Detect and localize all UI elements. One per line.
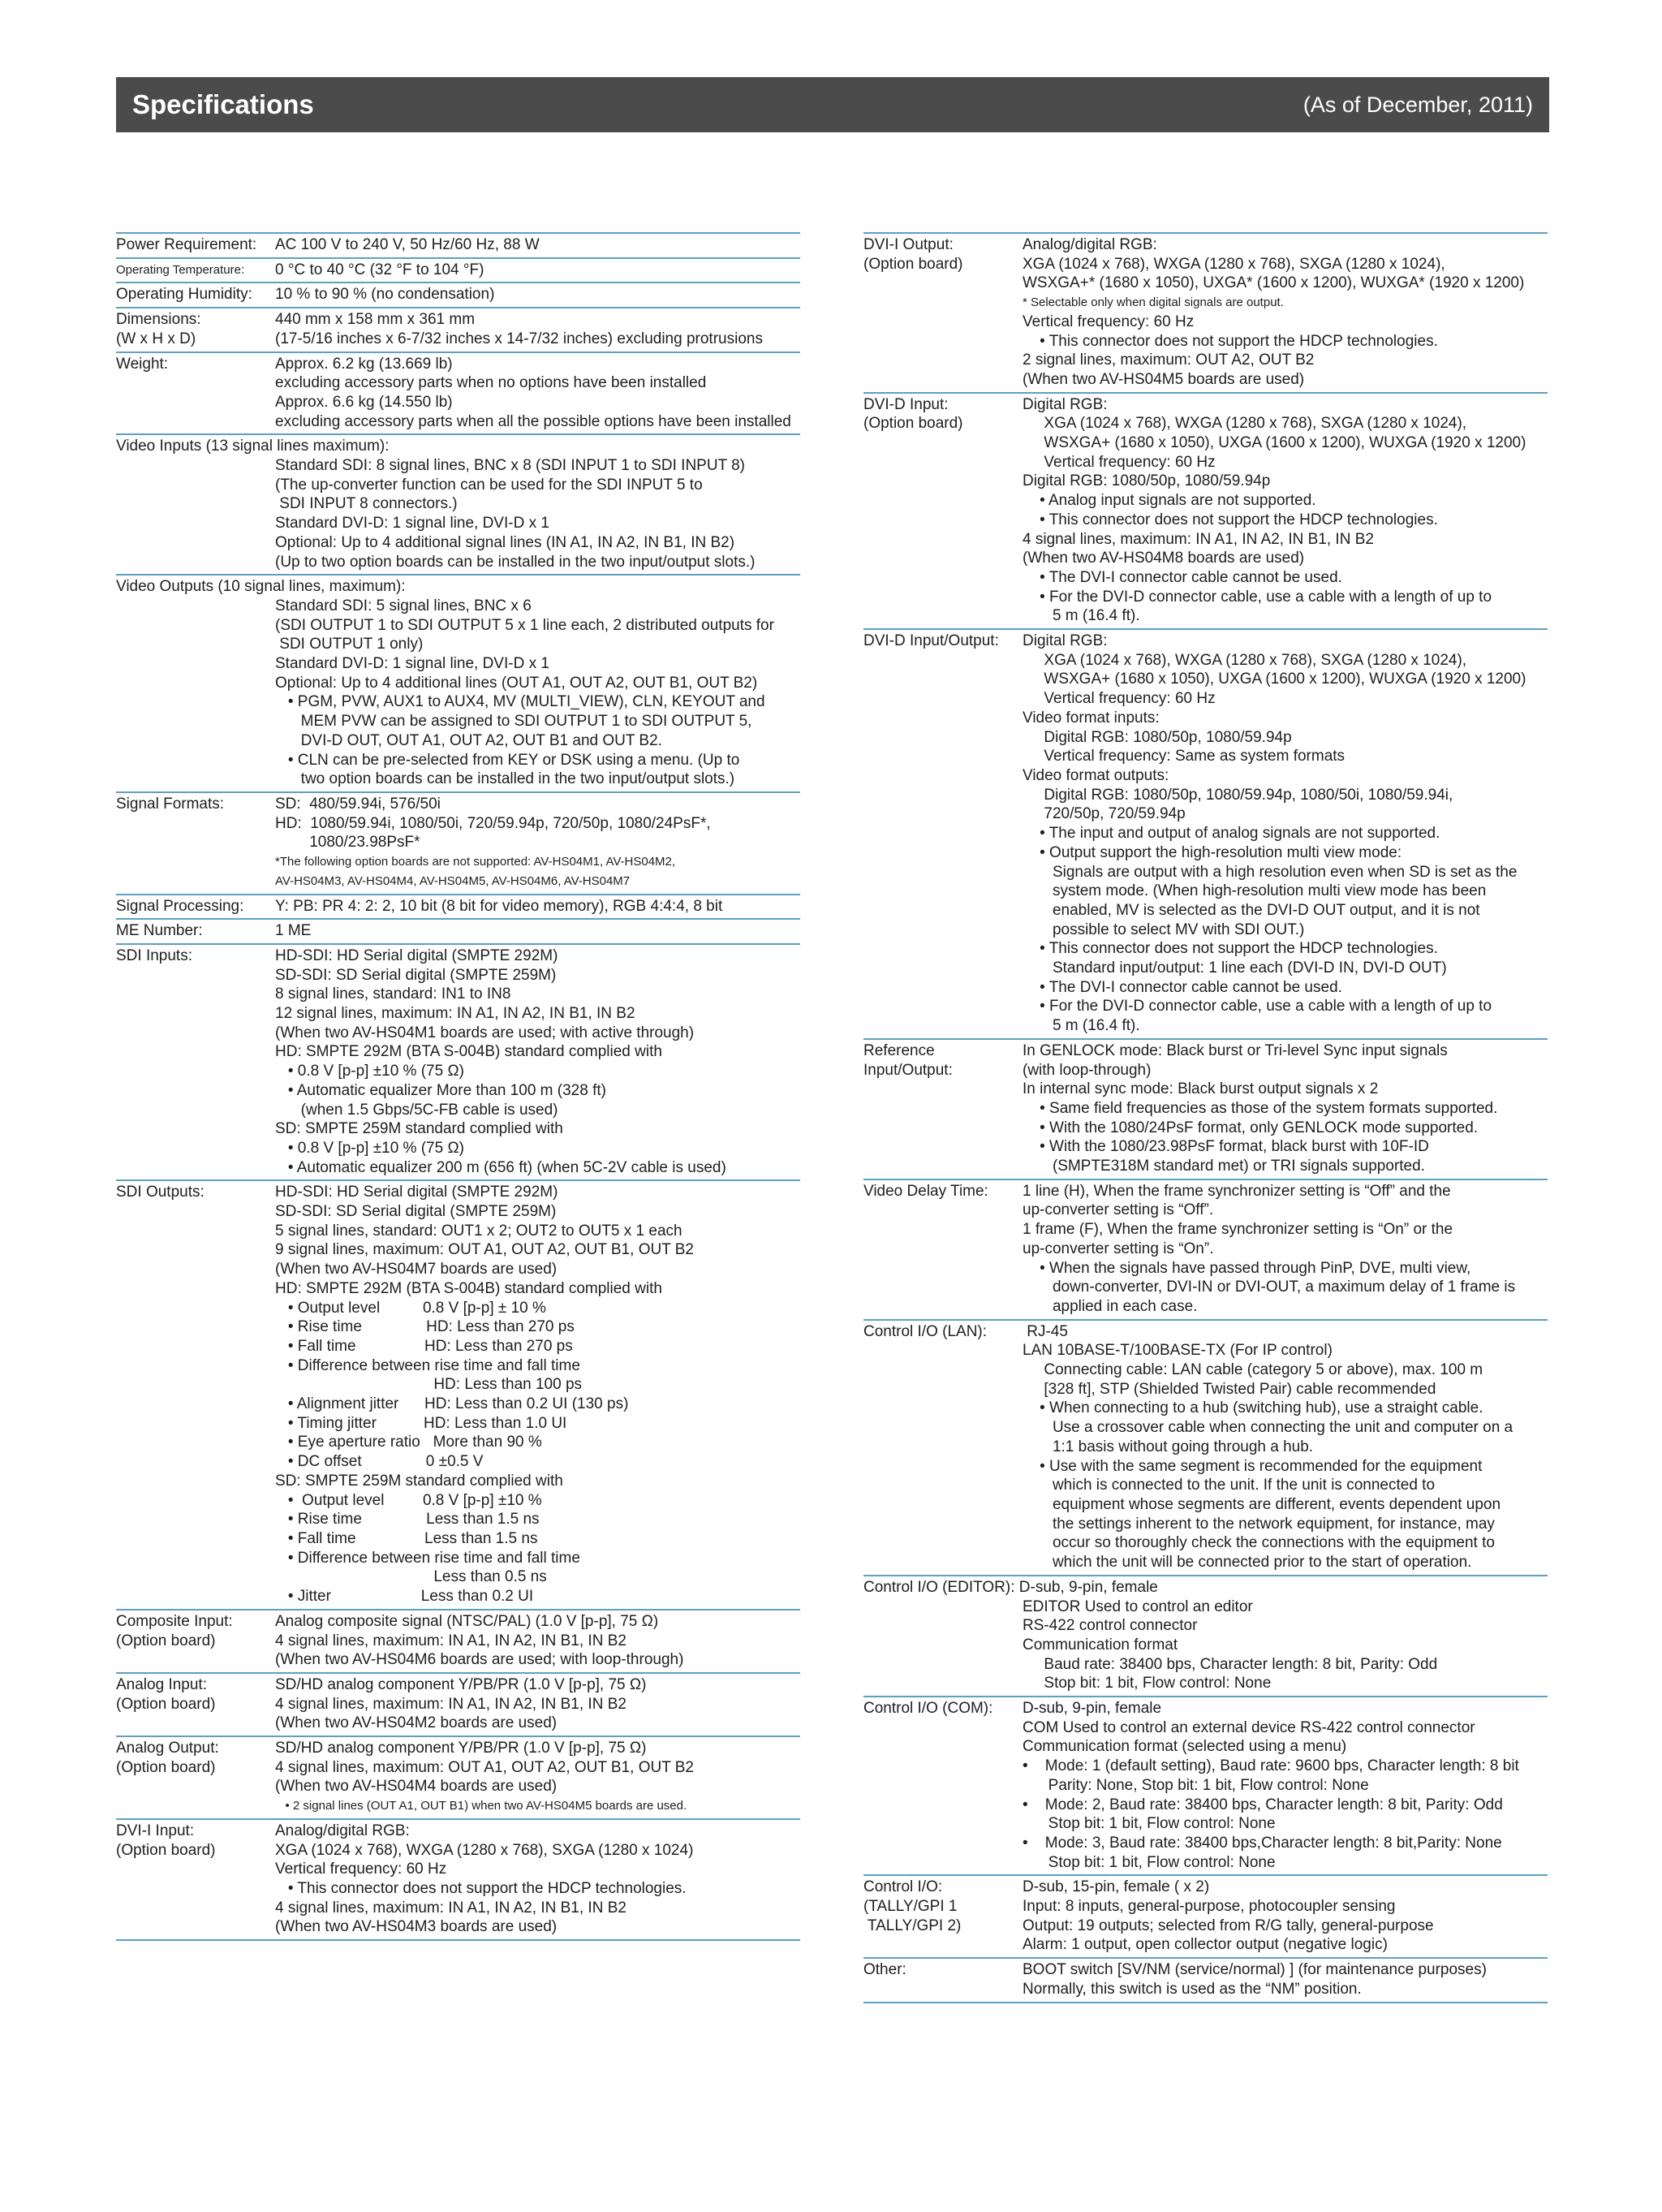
- spec-line: COM Used to control an external device RS-422 control connector: [1023, 1718, 1475, 1736]
- spec-value: [275, 1183, 800, 1606]
- spec-line: AC 100 V to 240 V, 50 Hz/60 Hz, 88 W: [275, 236, 540, 253]
- spec-line: 4 signal lines, maximum: IN A1, IN A2, IN B1, IN B2: [275, 1632, 626, 1649]
- spec-line: Vertical frequency: 60 Hz: [1023, 453, 1216, 471]
- spec-line: DVI-D OUT, OUT A1, OUT A2, OUT B1 and OUT B2.: [275, 731, 662, 749]
- spec-line: • Rise time HD: Less than 270 ps: [275, 1318, 575, 1336]
- spec-value: [1023, 235, 1548, 390]
- spec-row-video-outputs-10-signal-lines-maximum: [116, 574, 800, 791]
- spec-line: • Mode: 2, Baud rate: 38400 bps, Character length: 8 bit, Parity: Odd: [1023, 1796, 1503, 1813]
- spec-value: [1023, 1041, 1548, 1176]
- spec-row-control-i-o-com: [863, 1696, 1548, 1874]
- spec-line: excluding accessory parts when no options have been installed: [275, 374, 707, 392]
- spec-line: • Rise time Less than 1.5 ns: [275, 1511, 540, 1529]
- spec-line: SD-SDI: SD Serial digital (SMPTE 259M): [275, 1203, 557, 1221]
- spec-label: DVI-I Input: (Option board): [116, 1822, 216, 1859]
- spec-line: • The DVI-I connector cable cannot be used.: [1023, 568, 1342, 586]
- spec-line: Stop bit: 1 bit, Flow control: None: [1023, 1675, 1272, 1692]
- spec-line: • Jitter Less than 0.2 UI: [275, 1588, 534, 1606]
- spec-value: [275, 1612, 800, 1670]
- spec-line: Optional: Up to 4 additional signal lines (IN A1, IN A2, IN B1, IN B2): [275, 533, 735, 551]
- spec-label: ME Number:: [116, 922, 203, 940]
- spec-line: 4 signal lines, maximum: OUT A1, OUT A2, OUT B1, OUT B2: [275, 1758, 694, 1776]
- spec-line: up-converter setting is “On”.: [1023, 1240, 1214, 1257]
- spec-line: 4 signal lines, maximum: IN A1, IN A2, IN B1, IN B2: [275, 1695, 626, 1713]
- spec-line: SDI OUTPUT 1 only): [275, 636, 424, 653]
- spec-row-analog-output-option-board: [116, 1736, 800, 1818]
- spec-line: • Mode: 1 (default setting), Baud rate: 9600 bps, Character length: 8 bit: [1023, 1757, 1519, 1775]
- spec-value: [116, 597, 800, 789]
- spec-line: MEM PVW can be assigned to SDI OUTPUT 1 to SDI OUTPUT 5,: [275, 713, 752, 731]
- spec-line: *The following option boards are not supported: AV-HS04M1, AV-HS04M2,: [275, 855, 676, 869]
- spec-line: (SDI OUTPUT 1 to SDI OUTPUT 5 x 1 line each, 2 distributed outputs for: [275, 616, 774, 634]
- spec-line: SD-SDI: SD Serial digital (SMPTE 259M): [275, 966, 557, 984]
- spec-line: Digital RGB: 1080/50p, 1080/59.94p: [1023, 472, 1271, 490]
- spec-line: HD-SDI: HD Serial digital (SMPTE 292M): [275, 946, 558, 964]
- spec-line: XGA (1024 x 768), WXGA (1280 x 768), SXGA (1280 x 1024): [275, 1841, 694, 1859]
- spec-line: SD: SMPTE 259M standard complied with: [275, 1472, 563, 1490]
- spec-label: Control I/O (EDITOR): D-sub, 9-pin, female: [863, 1578, 1158, 1596]
- spec-line: 1:1 basis without going through a hub.: [1023, 1438, 1314, 1455]
- spec-line: Vertical frequency: 60 Hz: [275, 1861, 447, 1878]
- spec-line: Standard DVI-D: 1 signal line, DVI-D x 1: [275, 655, 549, 673]
- spec-row-control-i-o-editor: [863, 1575, 1548, 1696]
- spec-row-other: [863, 1957, 1548, 2003]
- spec-line: • Automatic equalizer More than 100 m (328 ft): [275, 1081, 606, 1099]
- spec-label: Control I/O (COM):: [863, 1700, 993, 1718]
- spec-line: Communication format (selected using a menu): [1023, 1738, 1347, 1756]
- spec-line: • This connector does not support the HDCP technologies.: [1023, 940, 1438, 958]
- spec-line: Standard SDI: 5 signal lines, BNC x 6: [275, 597, 532, 614]
- spec-line: Connecting cable: LAN cable (category 5 or above), max. 100 m: [1023, 1361, 1483, 1379]
- spec-line: • Same field frequencies as those of the system formats supported.: [1023, 1099, 1498, 1117]
- spec-line: which the unit will be connected prior to the start of operation.: [1023, 1554, 1472, 1572]
- spec-line: Standard input/output: 1 line each (DVI-D IN, DVI-D OUT): [1023, 959, 1447, 977]
- spec-line: Analog composite signal (NTSC/PAL) (1.0 V [p-p], 75 Ω): [275, 1612, 659, 1630]
- spec-value: [1023, 1960, 1548, 1999]
- spec-line: HD: SMPTE 292M (BTA S-004B) standard complied with: [275, 1043, 662, 1061]
- spec-line: XGA (1024 x 768), WXGA (1280 x 768), SXGA (1280 x 1024),: [1023, 651, 1467, 669]
- spec-line: • Mode: 3, Baud rate: 38400 bps,Character length: 8 bit,Parity: None: [1023, 1834, 1502, 1852]
- spec-line: (When two AV-HS04M5 boards are used): [1023, 370, 1305, 388]
- spec-line: (17-5/16 inches x 6-7/32 inches x 14-7/32 inches) excluding protrusions: [275, 330, 763, 347]
- spec-row-composite-input-option-board: [116, 1609, 800, 1672]
- spec-label: Video Inputs (13 signal lines maximum):: [116, 438, 390, 455]
- spec-value: [275, 921, 800, 941]
- spec-line: [328 ft], STP (Shielded Twisted Pair) cable recommended: [1023, 1380, 1436, 1398]
- spec-line: Y: PB: PR 4: 2: 2, 10 bit (8 bit for video memory), RGB 4:4:4, 8 bit: [275, 897, 723, 915]
- spec-label: Composite Input: (Option board): [116, 1612, 233, 1649]
- spec-line: (when 1.5 Gbps/5C-FB cable is used): [275, 1101, 558, 1119]
- spec-line: • With the 1080/24PsF format, only GENLOCK mode supported.: [1023, 1119, 1479, 1136]
- spec-line: • Analog input signals are not supported.: [1023, 492, 1316, 510]
- spec-value: [1023, 1699, 1548, 1872]
- spec-line: D-sub, 9-pin, female: [1023, 1700, 1162, 1718]
- spec-line: Less than 0.5 ns: [275, 1568, 547, 1586]
- spec-line: In GENLOCK mode: Black burst or Tri-level Sync input signals: [1023, 1041, 1448, 1059]
- spec-line: Analog/digital RGB:: [1023, 236, 1157, 253]
- spec-row-signal-processing: [116, 894, 800, 919]
- spec-row-power-requirement: [116, 232, 800, 257]
- spec-line: WSXGA+ (1680 x 1050), UXGA (1600 x 1200), WUXGA (1920 x 1200): [1023, 434, 1526, 452]
- spec-label: Operating Humidity:: [116, 286, 252, 304]
- spec-value: [275, 355, 800, 432]
- spec-label: Other:: [863, 1961, 906, 1979]
- spec-line: • Output level 0.8 V [p-p] ± 10 %: [275, 1299, 546, 1317]
- spec-line: • DC offset 0 ±0.5 V: [275, 1453, 484, 1471]
- spec-line: Digital RGB:: [1023, 395, 1108, 413]
- spec-value: [116, 456, 800, 571]
- spec-line: (When two AV-HS04M2 boards are used): [275, 1714, 558, 1732]
- spec-value: [1023, 1182, 1548, 1317]
- spec-line: * Selectable only when digital signals are output.: [1023, 295, 1284, 310]
- spec-line: • Automatic equalizer 200 m (656 ft) (when 5C-2V cable is used): [275, 1158, 726, 1176]
- spec-line: equipment whose segments are different, events dependent upon: [1023, 1496, 1501, 1513]
- spec-label: Control I/O (LAN):: [863, 1322, 988, 1340]
- spec-line: LAN 10BASE-T/100BASE-TX (For IP control): [1023, 1342, 1333, 1360]
- spec-line: XGA (1024 x 768), WXGA (1280 x 768), SXGA (1280 x 1024),: [1023, 415, 1467, 433]
- spec-row-sdi-outputs: [116, 1179, 800, 1608]
- spec-line: • 0.8 V [p-p] ±10 % (75 Ω): [275, 1063, 464, 1080]
- spec-label: Reference Input/Output:: [863, 1041, 953, 1079]
- spec-line: (with loop-through): [1023, 1061, 1152, 1079]
- spec-row-me-number: [116, 918, 800, 943]
- spec-line: 9 signal lines, maximum: OUT A1, OUT A2, OUT B1, OUT B2: [275, 1241, 694, 1259]
- spec-line: RJ-45: [1023, 1322, 1068, 1340]
- spec-line: • Timing jitter HD: Less than 1.0 UI: [275, 1414, 567, 1432]
- spec-line: possible to select MV with SDI OUT.): [1023, 921, 1305, 938]
- spec-label: Video Outputs (10 signal lines, maximum):: [116, 578, 406, 596]
- spec-line: • When connecting to a hub (switching hub), use a straight cable.: [1023, 1399, 1483, 1417]
- spec-value: [275, 946, 800, 1177]
- spec-line: Parity: None, Stop bit: 1 bit, Flow control: None: [1023, 1776, 1369, 1794]
- spec-line: 5 m (16.4 ft).: [1023, 607, 1140, 625]
- spec-line: • This connector does not support the HDCP technologies.: [1023, 332, 1438, 350]
- spec-label: Weight:: [116, 355, 169, 373]
- spec-line: • Output support the high-resolution multi view mode:: [1023, 843, 1402, 861]
- spec-line: • This connector does not support the HDCP technologies.: [1023, 511, 1438, 528]
- spec-line: EDITOR Used to control an editor: [1023, 1598, 1253, 1615]
- spec-row-dvi-d-input-output: [863, 628, 1548, 1038]
- spec-line: 1 line (H), When the frame synchronizer setting is “Off” and the: [1023, 1182, 1451, 1200]
- spec-line: • Fall time Less than 1.5 ns: [275, 1530, 538, 1547]
- spec-line: 10 % to 90 % (no condensation): [275, 286, 495, 304]
- spec-line: two option boards can be installed in the two input/output slots.): [275, 770, 735, 788]
- spec-line: up-converter setting is “Off”.: [1023, 1201, 1214, 1219]
- spec-line: • When the signals have passed through PinP, DVE, multi view,: [1023, 1259, 1471, 1277]
- spec-row-analog-input-option-board: [116, 1672, 800, 1736]
- spec-line: Signals are output with a high resolution even when SD is set as the: [1023, 863, 1518, 881]
- spec-label: Signal Formats:: [116, 795, 225, 813]
- date-note: (As of December, 2011): [1302, 92, 1533, 117]
- spec-label: Signal Processing:: [116, 897, 244, 915]
- spec-row-dvi-d-input-option-board: [863, 392, 1548, 628]
- spec-line: (When two AV-HS04M3 boards are used): [275, 1918, 558, 1936]
- spec-line: AV-HS04M3, AV-HS04M4, AV-HS04M5, AV-HS04M6, AV-HS04M7: [275, 873, 631, 888]
- spec-line: Digital RGB: 1080/50p, 1080/59.94p: [1023, 728, 1292, 746]
- spec-line: Normally, this switch is used as the “NM” position.: [1023, 1980, 1362, 1998]
- spec-label: DVI-I Output: (Option board): [863, 236, 963, 273]
- spec-line: 1080/23.98PsF*: [275, 834, 420, 852]
- spec-value: [275, 1675, 800, 1733]
- spec-row-operating-humidity: [116, 282, 800, 307]
- spec-line: SD/HD analog component Y/PB/PR (1.0 V [p-p], 75 Ω): [275, 1740, 647, 1757]
- spec-line: Video format outputs:: [1023, 766, 1169, 784]
- spec-label: DVI-D Input: (Option board): [863, 395, 963, 433]
- spec-line: 5 signal lines, standard: OUT1 x 2; OUT2 to OUT5 x 1 each: [275, 1222, 682, 1240]
- spec-line: HD: SMPTE 292M (BTA S-004B) standard complied with: [275, 1279, 662, 1297]
- spec-line: • The DVI-I connector cable cannot be used.: [1023, 978, 1342, 996]
- spec-line: 1 ME: [275, 922, 312, 940]
- spec-line: • This connector does not support the HDCP technologies.: [275, 1879, 687, 1897]
- spec-column-left: [116, 232, 800, 1941]
- spec-line: which is connected to the unit. If the unit is connected to: [1023, 1477, 1436, 1494]
- spec-line: HD: Less than 100 ps: [275, 1376, 583, 1394]
- spec-line: • 0.8 V [p-p] ±10 % (75 Ω): [275, 1139, 464, 1157]
- spec-line: 720/50p, 720/59.94p: [1023, 805, 1186, 823]
- spec-line: • With the 1080/23.98PsF format, black burst with 10F-ID: [1023, 1138, 1429, 1156]
- spec-line: (The up-converter function can be used for the SDI INPUT 5 to: [275, 476, 703, 494]
- spec-value: [275, 1739, 800, 1816]
- spec-row-video-delay-time: [863, 1179, 1548, 1319]
- spec-label: Control I/O: (TALLY/GPI 1 TALLY/GPI 2): [863, 1878, 962, 1934]
- spec-line: • CLN can be pre-selected from KEY or DSK using a menu. (Up to: [275, 751, 740, 769]
- spec-row-control-i-o-lan: [863, 1319, 1548, 1575]
- spec-line: (When two AV-HS04M1 boards are used; with active through): [275, 1024, 695, 1041]
- spec-line: • Fall time HD: Less than 270 ps: [275, 1337, 573, 1355]
- spec-line: • Output level 0.8 V [p-p] ±10 %: [275, 1491, 542, 1509]
- spec-line: SD: SMPTE 259M standard complied with: [275, 1120, 563, 1138]
- spec-value: [275, 1822, 800, 1937]
- spec-row-dvi-i-input-option-board: [116, 1818, 800, 1941]
- spec-value: [1023, 1878, 1548, 1955]
- spec-line: Approx. 6.2 kg (13.669 lb): [275, 355, 453, 373]
- spec-line: the settings inherent to the network equipment, for instance, may: [1023, 1515, 1495, 1533]
- spec-row-video-inputs-13-signal-lines-maximum: [116, 433, 800, 574]
- spec-label: Analog Input: (Option board): [116, 1675, 216, 1713]
- spec-line: 5 m (16.4 ft).: [1023, 1017, 1140, 1035]
- spec-line: 4 signal lines, maximum: IN A1, IN A2, IN B1, IN B2: [1023, 530, 1374, 548]
- spec-value: [1023, 632, 1548, 1036]
- spec-row-reference-input-output: [863, 1038, 1548, 1179]
- spec-line: HD: 1080/59.94i, 1080/50i, 720/59.94p, 720/50p, 1080/24PsF*,: [275, 814, 711, 832]
- spec-line: Output: 19 outputs; selected from R/G tally, general-purpose: [1023, 1917, 1434, 1934]
- spec-line: XGA (1024 x 768), WXGA (1280 x 768), SXGA (1280 x 1024),: [1023, 255, 1445, 273]
- spec-line: SD/HD analog component Y/PB/PR (1.0 V [p-p], 75 Ω): [275, 1675, 647, 1693]
- spec-line: 12 signal lines, maximum: IN A1, IN A2, IN B1, IN B2: [275, 1005, 635, 1023]
- spec-line: (SMPTE318M standard met) or TRI signals supported.: [1023, 1158, 1425, 1175]
- spec-label: Analog Output: (Option board): [116, 1740, 219, 1776]
- spec-line: Analog/digital RGB:: [275, 1822, 410, 1839]
- spec-line: WSXGA+* (1680 x 1050), UXGA* (1600 x 1200), WUXGA* (1920 x 1200): [1023, 274, 1525, 292]
- spec-line: Video format inputs:: [1023, 709, 1160, 727]
- spec-line: (Up to two option boards can be installed in the two input/output slots.): [275, 553, 756, 571]
- spec-line: • The input and output of analog signals are not supported.: [1023, 825, 1440, 843]
- spec-value: [275, 795, 800, 891]
- spec-line: • For the DVI-D connector cable, use a cable with a length of up to: [1023, 998, 1492, 1015]
- spec-label: Dimensions: (W x H x D): [116, 311, 201, 347]
- spec-line: excluding accessory parts when all the possible options have been installed: [275, 412, 791, 430]
- spec-line: Communication format: [1023, 1636, 1178, 1654]
- spec-line: • PGM, PVW, AUX1 to AUX4, MV (MULTI_VIEW), CLN, KEYOUT and: [275, 693, 765, 711]
- spec-line: occur so thoroughly check the connections with the equipment to: [1023, 1534, 1495, 1552]
- spec-line: 0 °C to 40 °C (32 °F to 104 °F): [275, 261, 484, 278]
- spec-value: [275, 261, 800, 280]
- spec-line: 440 mm x 158 mm x 361 mm: [275, 311, 476, 329]
- spec-row-dimensions-w-x-h-x-d: [116, 307, 800, 351]
- spec-column-right: [863, 232, 1548, 2003]
- spec-line: (When two AV-HS04M8 boards are used): [1023, 550, 1305, 567]
- page-title: Specifications: [132, 89, 314, 119]
- spec-label: Video Delay Time:: [863, 1182, 988, 1200]
- spec-row-signal-formats: [116, 791, 800, 894]
- spec-line: 4 signal lines, maximum: IN A1, IN A2, IN B1, IN B2: [275, 1899, 626, 1917]
- spec-line: Vertical frequency: Same as system formats: [1023, 748, 1346, 765]
- header-bar: [116, 77, 1549, 132]
- spec-line: • For the DVI-D connector cable, use a cable with a length of up to: [1023, 588, 1492, 606]
- spec-line: • Difference between rise time and fall time: [275, 1549, 580, 1567]
- spec-row-sdi-inputs: [116, 943, 800, 1179]
- spec-label: Operating Temperature:: [116, 262, 245, 277]
- spec-line: D-sub, 9-pin, female: [1014, 1578, 1158, 1596]
- spec-line: • Alignment jitter HD: Less than 0.2 UI (130 ps): [275, 1395, 629, 1413]
- spec-line: 2 signal lines, maximum: OUT A2, OUT B2: [1023, 351, 1315, 369]
- spec-row-dvi-i-output-option-board: [863, 232, 1548, 392]
- spec-line: Alarm: 1 output, open collector output (negative logic): [1023, 1936, 1388, 1954]
- spec-line: • Difference between rise time and fall time: [275, 1356, 580, 1374]
- spec-value: [863, 1598, 1548, 1694]
- spec-label: DVI-D Input/Output:: [863, 632, 999, 650]
- spec-line: SD: 480/59.94i, 576/50i: [275, 795, 441, 813]
- spec-line: Vertical frequency: 60 Hz: [1023, 690, 1216, 708]
- spec-line: down-converter, DVI-IN or DVI-OUT, a maximum delay of 1 frame is: [1023, 1278, 1516, 1296]
- spec-line: Baud rate: 38400 bps, Character length: 8 bit, Parity: Odd: [1023, 1655, 1438, 1673]
- spec-line: Stop bit: 1 bit, Flow control: None: [1023, 1815, 1276, 1833]
- spec-line: Approx. 6.6 kg (14.550 lb): [275, 393, 453, 411]
- spec-value: [1023, 395, 1548, 626]
- spec-label: Power Requirement:: [116, 236, 257, 253]
- spec-label: SDI Inputs:: [116, 946, 192, 964]
- spec-value: [275, 235, 800, 255]
- spec-line: 1 frame (F), When the frame synchronizer setting is “On” or the: [1023, 1221, 1453, 1239]
- spec-line: HD-SDI: HD Serial digital (SMPTE 292M): [275, 1184, 558, 1201]
- spec-row-operating-temperature: [116, 257, 800, 282]
- spec-line: Standard SDI: 8 signal lines, BNC x 8 (SDI INPUT 1 to SDI INPUT 8): [275, 457, 746, 475]
- spec-line: enabled, MV is selected as the DVI-D OUT output, and it is not: [1023, 901, 1480, 919]
- spec-value: [1023, 1322, 1548, 1572]
- spec-line: In internal sync mode: Black burst output signals x 2: [1023, 1080, 1379, 1098]
- spec-line: Use a crossover cable when connecting the unit and computer on a: [1023, 1419, 1513, 1437]
- spec-line: D-sub, 15-pin, female ( x 2): [1023, 1878, 1210, 1896]
- spec-line: applied in each case.: [1023, 1297, 1198, 1315]
- spec-line: Stop bit: 1 bit, Flow control: None: [1023, 1853, 1276, 1871]
- spec-row-control-i-o-tally-gpi-1-tally-gpi-2: [863, 1874, 1548, 1957]
- spec-line: (When two AV-HS04M7 boards are used): [275, 1261, 558, 1278]
- spec-line: • 2 signal lines (OUT A1, OUT B1) when two AV-HS04M5 boards are used.: [275, 1799, 687, 1813]
- spec-line: BOOT switch [SV/NM (service/normal) ] (for maintenance purposes): [1023, 1961, 1487, 1979]
- spec-line: RS-422 control connector: [1023, 1617, 1198, 1635]
- spec-line: system mode. (When high-resolution multi view mode has been: [1023, 882, 1487, 900]
- spec-line: Optional: Up to 4 additional lines (OUT A1, OUT A2, OUT B1, OUT B2): [275, 674, 758, 692]
- spec-line: • Eye aperture ratio More than 90 %: [275, 1434, 542, 1451]
- spec-value: [275, 310, 800, 348]
- spec-line: Standard DVI-D: 1 signal line, DVI-D x 1: [275, 515, 549, 533]
- spec-row-weight: [116, 351, 800, 434]
- spec-line: WSXGA+ (1680 x 1050), UXGA (1600 x 1200), WUXGA (1920 x 1200): [1023, 670, 1526, 688]
- spec-line: (When two AV-HS04M6 boards are used; with loop-through): [275, 1651, 684, 1669]
- spec-line: Vertical frequency: 60 Hz: [1023, 313, 1195, 330]
- spec-line: Digital RGB: 1080/50p, 1080/59.94p, 1080/50i, 1080/59.94i,: [1023, 786, 1453, 804]
- spec-value: [275, 285, 800, 304]
- spec-line: 8 signal lines, standard: IN1 to IN8: [275, 985, 511, 1003]
- spec-value: [275, 897, 800, 916]
- spec-line: Input: 8 inputs, general-purpose, photocoupler sensing: [1023, 1898, 1396, 1916]
- spec-line: • Use with the same segment is recommended for the equipment: [1023, 1457, 1483, 1475]
- spec-line: SDI INPUT 8 connectors.): [275, 495, 458, 513]
- spec-label: SDI Outputs:: [116, 1184, 205, 1201]
- spec-line: Digital RGB:: [1023, 632, 1108, 650]
- spec-line: (When two AV-HS04M4 boards are used): [275, 1778, 558, 1796]
